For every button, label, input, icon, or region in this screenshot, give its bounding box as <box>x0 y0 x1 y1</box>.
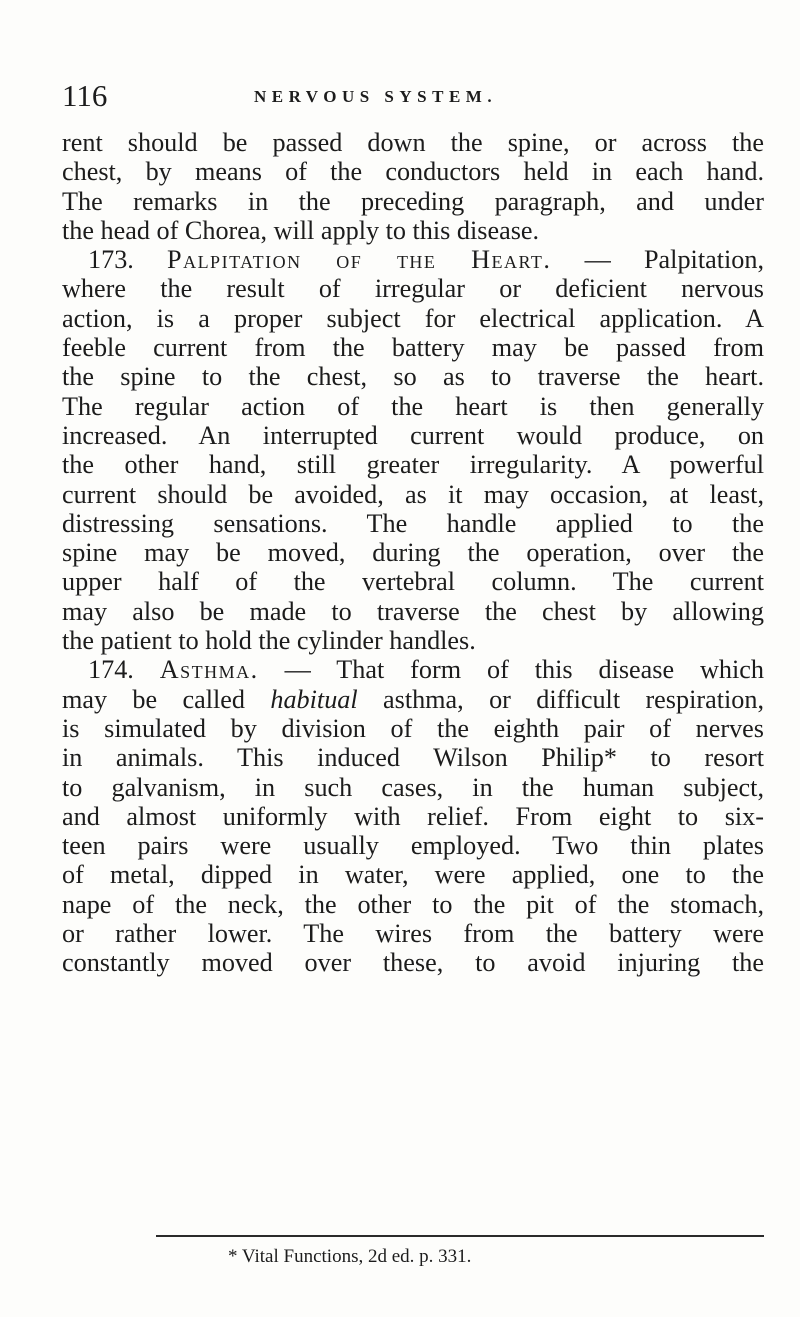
text-line: distressing sensations. The handle applied to the <box>62 508 764 538</box>
section-number: 173. <box>88 245 134 275</box>
footnote: * Vital Functions, 2d ed. p. 331. <box>228 1246 472 1267</box>
text-line: feeble current from the battery may be passed from <box>62 333 764 363</box>
footnote-marker: * <box>603 743 617 773</box>
text-line: the spine to the chest, so as to traverse the heart. <box>62 362 764 392</box>
page-number: 116 <box>62 78 108 113</box>
text-line: The regular action of the heart is then generally <box>62 391 764 421</box>
text-line: chest, by means of the conductors held in each hand. <box>62 157 764 187</box>
text-line: or rather lower. The wires from the battery were <box>62 919 765 949</box>
text-line: is simulated by division of the eighth pair of nerves <box>62 713 764 743</box>
footnote-divider <box>156 1235 764 1237</box>
text-line: upper half of the vertebral column. The current <box>62 567 764 597</box>
text-line: The remarks in the preceding paragraph, and under <box>62 186 764 216</box>
text-line: constantly moved over these, to avoid injuring the <box>62 948 764 978</box>
running-title: NERVOUS SYSTEM. <box>254 87 498 106</box>
section-173-heading-line: 173. Palpitation of the Heart. — Palpitation, <box>88 245 765 275</box>
section-title: Asthma. <box>159 655 259 685</box>
section-number: 174. <box>88 655 134 685</box>
section-174-heading-line: 174. Asthma. — That form of this disease which <box>88 655 765 685</box>
text-line: the patient to hold the cylinder handles. <box>62 626 476 656</box>
text-line: the other hand, still greater irregularity. A powerful <box>62 450 765 480</box>
text-line: spine may be moved, during the operation, over the <box>62 538 764 568</box>
text-line: action, is a proper subject for electrical application. A <box>62 303 764 333</box>
text-line: of metal, dipped in water, were applied, one to the <box>62 860 764 890</box>
text-line: may be called habitual asthma, or difficult respiration, <box>62 684 764 714</box>
text-line: where the result of irregular or deficient nervous <box>62 274 764 304</box>
text-line: the head of Chorea, will apply to this disease. <box>62 215 540 245</box>
text-line: nape of the neck, the other to the pit of the stomach, <box>62 889 764 919</box>
section-title: Palpitation of the Heart. <box>167 245 552 275</box>
text-line: and almost uniformly with relief. From eight to six- <box>62 801 764 831</box>
text-line: in animals. This induced Wilson Philip* to resort <box>62 743 764 773</box>
body-text <box>62 128 764 978</box>
text-line: current should be avoided, as it may occasion, at least, <box>62 479 764 509</box>
text-line: may also be made to traverse the chest by allowing <box>62 596 764 626</box>
text-line: teen pairs were usually employed. Two thin plates <box>62 831 764 861</box>
text-line: increased. An interrupted current would produce, on <box>62 420 765 450</box>
running-head <box>62 76 762 116</box>
text-line: to galvanism, in such cases, in the human subject, <box>62 772 764 802</box>
italic-word: habitual <box>270 684 358 714</box>
text-line: rent should be passed down the spine, or across the <box>62 128 764 157</box>
